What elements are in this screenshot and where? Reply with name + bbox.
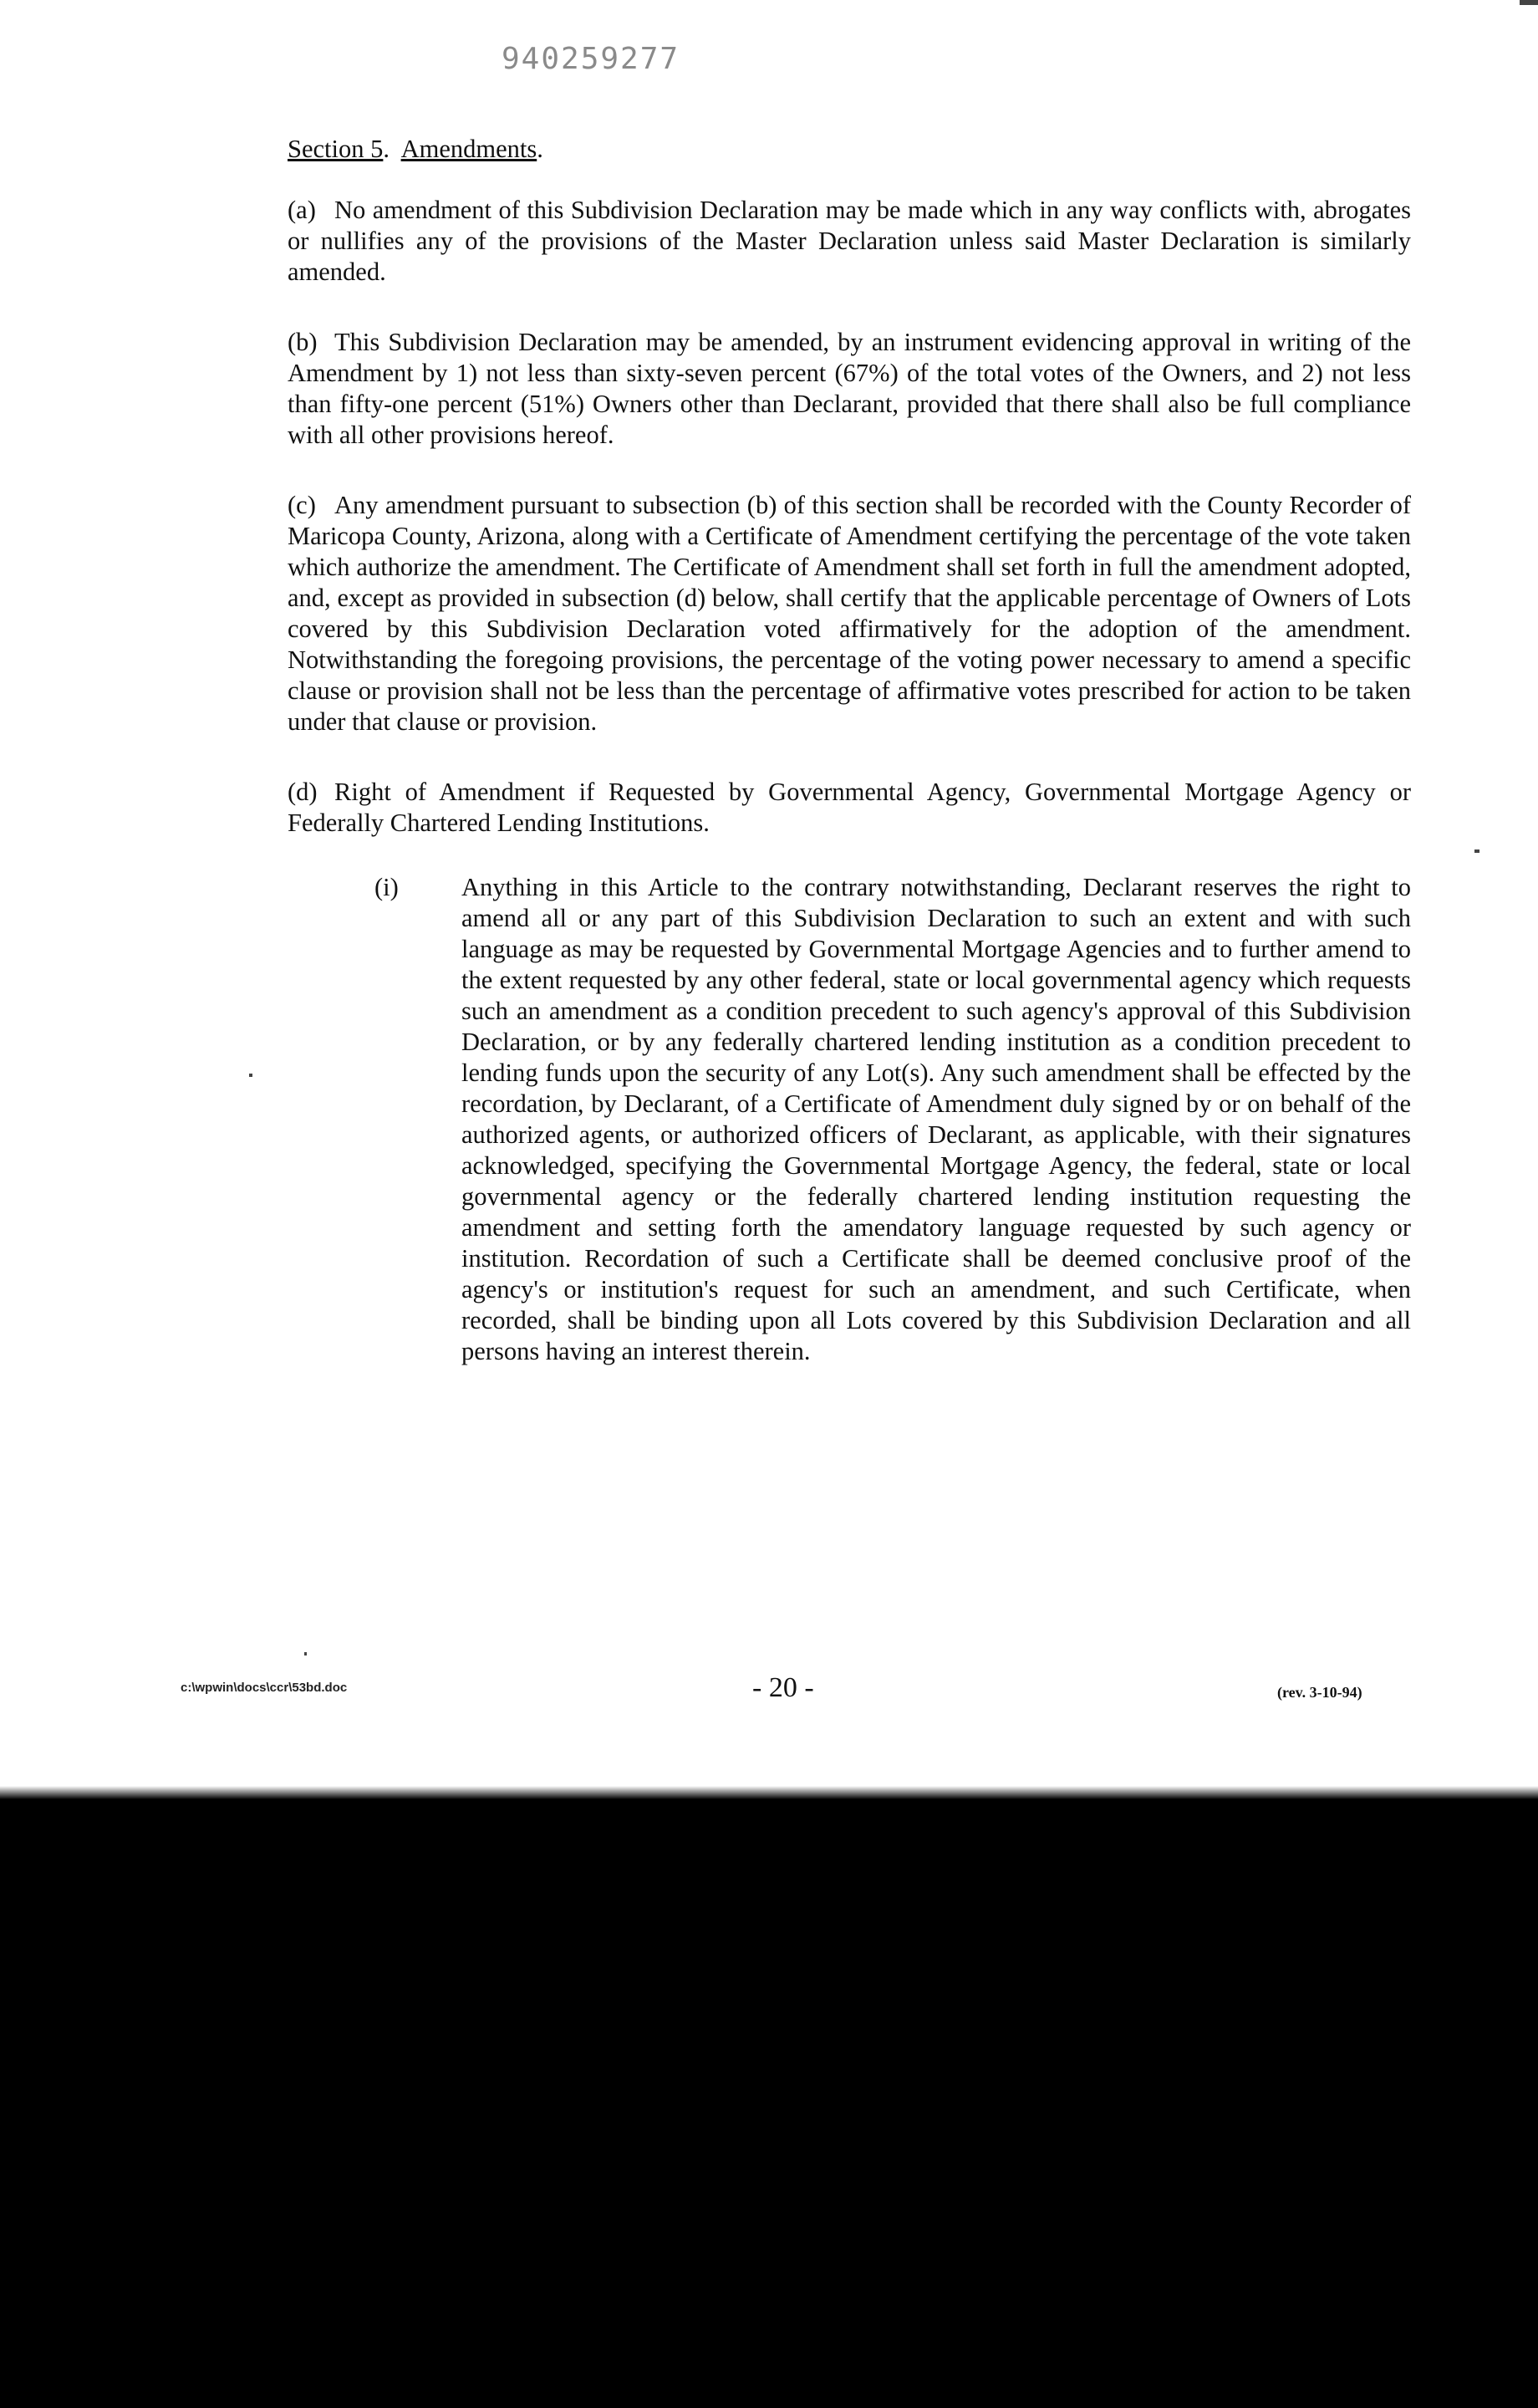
subparagraph-label: (i)	[374, 873, 399, 901]
subparagraph-i	[288, 872, 1411, 1367]
paragraph-text: Any amendment pursuant to subsection (b) of this section shall be recorded with the County Recorder of Maricopa County, Arizona, along with a Certificate of Amendment certifying the percentage of the vote taken which authorize the amendment. The Certificate of Amendment shall set forth in full the amendment adopted, and, except as provided in subsection (d) below, shall certify that the applicable percentage of Owners of Lots covered by this Subdivision Declaration voted affirmatively for the adoption of the amendment. Notwithstanding the foregoing provisions, the percentage of the voting power necessary to amend a specific clause or provision shall not be less than the percentage of affirmative votes prescribed for action to be taken under that clause or provision.	[288, 491, 1411, 736]
footer-file-path: c:\wpwin\docs\ccr\53bd.doc	[181, 1681, 348, 1695]
paragraph-text: Right of Amendment if Requested by Governmental Agency, Governmental Mortgage Agency or Federally Chartered Lending Institutions.	[288, 778, 1411, 837]
document-body	[288, 134, 1411, 1367]
scan-speck	[249, 1074, 252, 1077]
paragraph-b	[288, 327, 1411, 451]
document-stamp-number: 940259277	[502, 42, 680, 76]
paragraph-label: (c)	[288, 491, 316, 519]
footer-page-number: - 20 -	[752, 1672, 814, 1703]
paragraph-label: (b)	[288, 328, 318, 356]
scan-speck	[1474, 849, 1479, 853]
scan-edge	[0, 1786, 1538, 1799]
page-footer	[0, 1672, 1538, 1706]
paragraph-text: This Subdivision Declaration may be amended, by an instrument evidencing approval in writing of the Amendment by 1) not less than sixty-seven percent (67%) of the total votes of the Owners, and 2) not less than fifty-one percent (51%) Owners other than Declarant, provided that there shall also be full compliance with all other provisions hereof.	[288, 328, 1411, 449]
subparagraph-text: Anything in this Article to the contrary notwithstanding, Declarant reserves the right to amend all or any part of this Subdivision Declaration to such an extent and with such language as may be requested by Governmental Mortgage Agencies and to further amend to the extent requested by any other federal, state or local governmental agency which requests such an amendment as a condition precedent to such agency's approval of this Subdivision Declaration, or by any federally chartered lending institution as a condition precedent to lending funds upon the security of any Lot(s). Any such amendment shall be effected by the recordation, by Declarant, of a Certificate of Amendment duly signed by or on behalf of the authorized agents, or authorized officers of Declarant, as applicable, with their signatures acknowledged, specifying the Governmental Mortgage Agency, the federal, state or local governmental agency or the federally chartered lending institution requesting the amendment and setting forth the amendatory language requested by such agency or institution. Recordation of such a Certificate shall be deemed conclusive proof of the agency's or institution's request for such an amendment, and such Certificate, when recorded, shall be binding upon all Lots covered by this Subdivision Declaration and all persons having an interest therein.	[461, 873, 1411, 1365]
paragraph-label: (a)	[288, 196, 316, 224]
section-title: Amendments	[400, 135, 537, 163]
paragraph-c	[288, 490, 1411, 737]
footer-revision: (rev. 3-10-94)	[1277, 1684, 1362, 1701]
scan-speck	[304, 1652, 307, 1656]
section-number: Section 5	[288, 135, 384, 163]
paragraph-label: (d)	[288, 778, 318, 806]
section-heading: Section 5. Amendments.	[288, 135, 543, 163]
paragraph-a	[288, 195, 1411, 288]
scan-speck	[1520, 0, 1538, 5]
paragraph-text: No amendment of this Subdivision Declaration may be made which in any way conflicts with, abrogates or nullifies any of the provisions of the Master Declaration unless said Master Declaration is similarly amended.	[288, 196, 1411, 286]
paragraph-d	[288, 777, 1411, 839]
